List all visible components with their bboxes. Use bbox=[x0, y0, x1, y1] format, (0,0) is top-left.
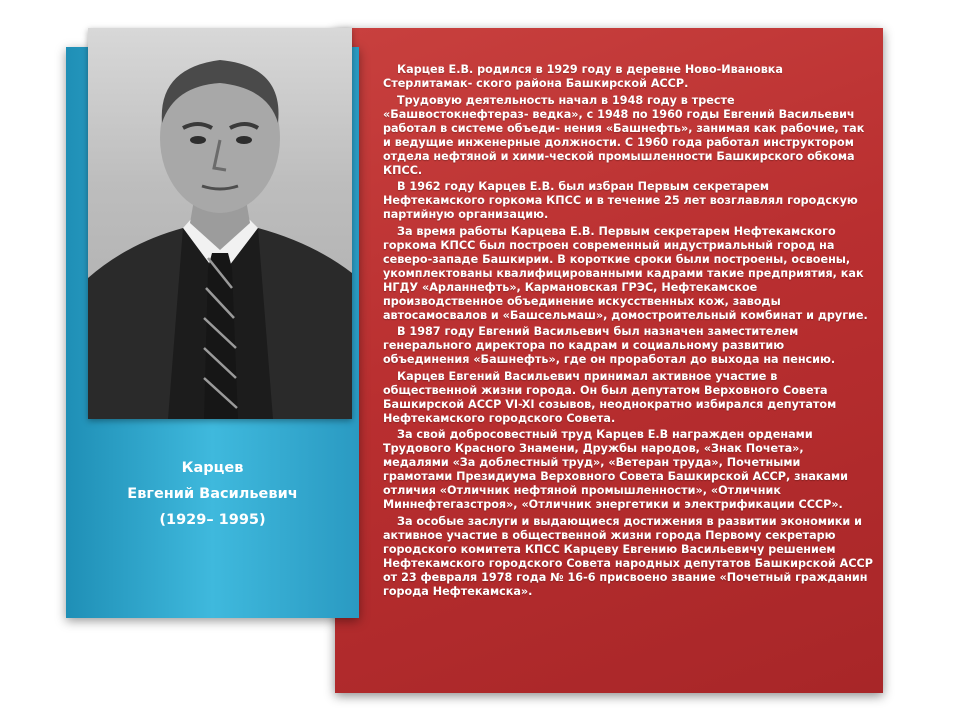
caption-name: Евгений Васильевич bbox=[127, 486, 298, 502]
biography-text bbox=[383, 63, 873, 601]
bio-paragraph: Карцев Евгений Васильевич принимал активное участие в общественной жизни города. Он был депутатом Верховного Совета Башкирской АССР VI-XI созывов, неоднократно избирался депутатом Нефтекамского городского Совета. bbox=[383, 369, 837, 425]
bio-paragraph: За особые заслуги и выдающиеся достижения в развитии экономики и активное участие в общественной жизни города Первому секретарю городского комитета КПСС Карцеву Евгению Васильевичу решением Нефтекамского городского Совета народных депутатов Башкирской АССР от 23 февраля 1978 года № 16-6 присвоено звание «Почетный гражданин города Нефтекамска». bbox=[383, 514, 873, 598]
bio-paragraph: Карцев Е.В. родился в 1929 году в деревне Ново-Ивановка Стерлитамак- ского района Башкирской АССР. bbox=[383, 63, 783, 90]
bio-paragraph: В 1987 году Евгений Васильевич был назначен заместителем генерального директора по кадрам и социальному развитию объединения «Башнефть», где он проработал до выхода на пенсию. bbox=[383, 325, 836, 366]
caption-years: (1929– 1995) bbox=[159, 512, 266, 528]
caption-surname: Карцев bbox=[181, 460, 244, 476]
bio-paragraph: За свой добросовестный труд Карцев Е.В награжден орденами Трудового Красного Знамени, Дружбы народов, «Знак Почета», медалями «За доблестный труд», «Ветеран труда», Почетными грамотами Президиума Верховного Совета Башкирской АССР, знаками отличия «Отличник нефтяной промышленности», «Отличник Миннефтегазстроя», «Отличник энергетики и электрификации СССР». bbox=[383, 428, 849, 511]
portrait-caption bbox=[66, 455, 359, 533]
bio-paragraph: В 1962 году Карцев Е.В. был избран Первым секретарем Нефтекамского горкома КПСС и в течение 25 лет возглавлял городскую партийную организацию. bbox=[383, 180, 858, 221]
portrait-photo bbox=[88, 28, 352, 419]
bio-paragraph: За время работы Карцева Е.В. Первым секретарем Нефтекамского горкома КПСС был построен современный индустриальный город на северо-западе Башкирии. В короткие сроки были построены, освоены, укомплектованы квалифицированными кадрами такие предприятия, как НГДУ «Арланнефть», Кармановская ГРЭС, Нефтекамское производственное объединение искусственных кож, заводы автосамосвалов и «Башсельмаш», домостроительный комбинат и другие. bbox=[383, 224, 868, 322]
bio-paragraph: Трудовую деятельность начал в 1948 году в тресте «Башвостокнефтераз- ведка», с 1948 по 1960 годы Евгений Васильевич работал в системе объеди- нения «Башнефть», занимая как рабочие, так и ведущие инженерные должности. С 1960 года работал инструктором отдела нефтяной и хими-ческой промышленности Башкирского обкома КПСС. bbox=[383, 93, 865, 177]
